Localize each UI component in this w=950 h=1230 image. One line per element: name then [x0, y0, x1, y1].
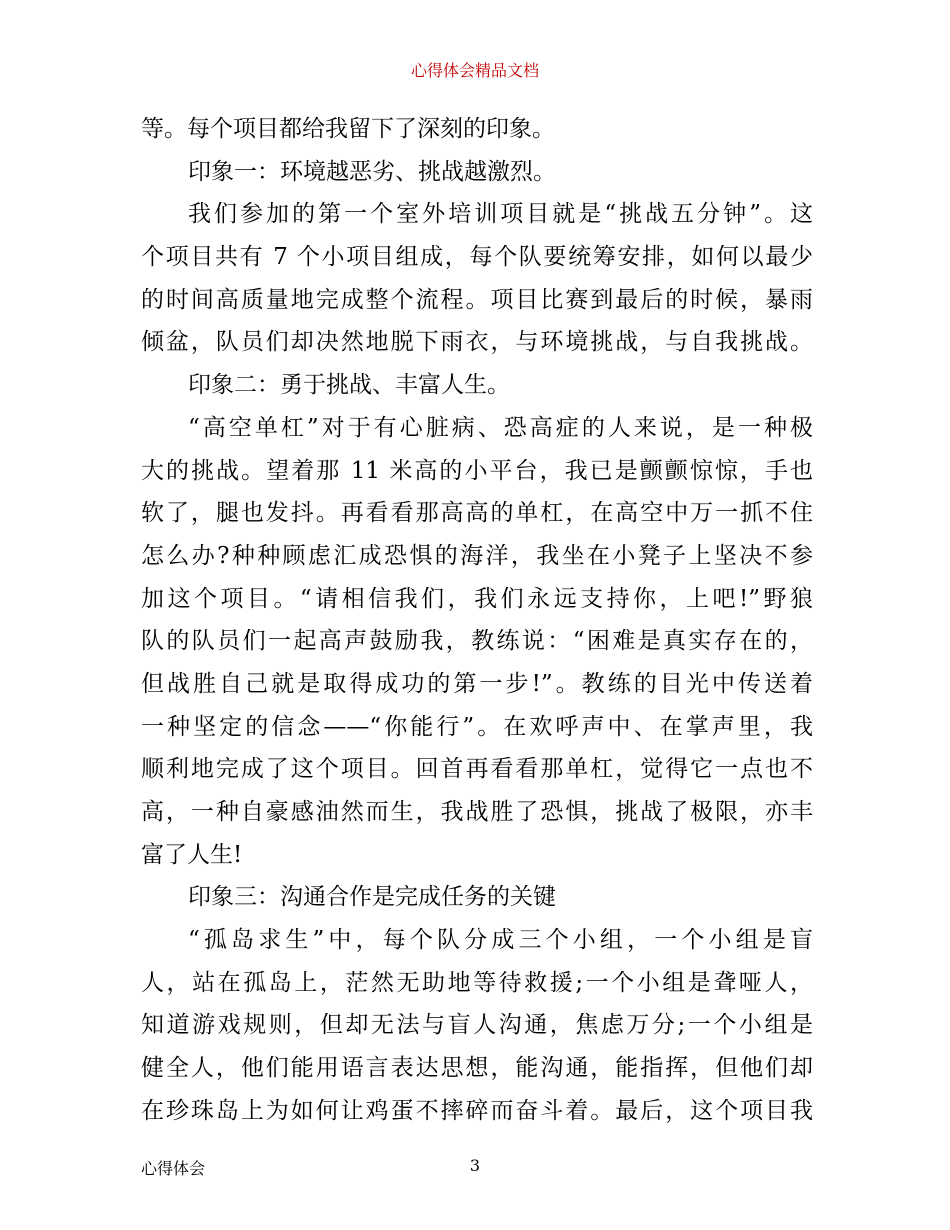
text-line: 大的挑战。望着那 11 米高的小平台，我已是颤颤惊惊，手也 [141, 457, 813, 484]
page-number: 3 [469, 1156, 481, 1175]
document-header: 心得体会精品文档 [410, 61, 539, 80]
text-line: 人，站在孤岛上，茫然无助地等待救援;一个小组是聋哑人， [141, 969, 813, 996]
text-line: 倾盆，队员们却决然地脱下雨衣，与环境挑战，与自我挑战。 [141, 329, 813, 356]
text-line: “孤岛求生”中，每个队分成三个小组，一个小组是盲 [188, 927, 813, 954]
text-line: 印象一：环境越恶劣、挑战越激烈。 [188, 158, 556, 185]
text-line: 加这个项目。“请相信我们，我们永远支持你，上吧!”野狼 [141, 585, 813, 612]
text-line: 富了人生! [141, 841, 243, 868]
text-line: 顺利地完成了这个项目。回首再看看那单杠，觉得它一点也不 [141, 756, 813, 783]
document-footer-label: 心得体会 [141, 1159, 206, 1178]
text-line: 印象三：沟通合作是完成任务的关键 [188, 884, 556, 911]
text-line: 个项目共有 7 个小项目组成，每个队要统筹安排，如何以最少 [141, 244, 813, 271]
text-line: 高，一种自豪感油然而生，我战胜了恐惧，挑战了极限，亦丰 [141, 799, 813, 825]
document-body [141, 108, 813, 1133]
text-line: 等。每个项目都给我留下了深刻的印象。 [141, 116, 555, 142]
text-line: 在珍珠岛上为如何让鸡蛋不摔碎而奋斗着。最后，这个项目我 [141, 1097, 813, 1124]
text-line: 的时间高质量地完成整个流程。项目比赛到最后的时候，暴雨 [141, 286, 813, 313]
text-line: 软了，腿也发抖。再看看那高高的单杠，在高空中万一抓不住 [141, 500, 813, 527]
text-line: 怎么办?种种顾虑汇成恐惧的海洋，我坐在小凳子上坚决不参 [141, 542, 813, 569]
text-line: 但战胜自己就是取得成功的第一步!”。教练的目光中传送着 [141, 670, 813, 697]
text-line: 健全人，他们能用语言表达思想，能沟通，能指挥，但他们却 [141, 1055, 813, 1082]
text-line: 印象二：勇于挑战、丰富人生。 [188, 372, 510, 399]
text-line: “高空单杠”对于有心脏病、恐高症的人来说，是一种极 [188, 414, 813, 441]
text-line: 知道游戏规则，但却无法与盲人沟通，焦虑万分;一个小组是 [141, 1012, 813, 1039]
text-line: 我们参加的第一个室外培训项目就是“挑战五分钟”。这 [188, 201, 813, 228]
text-line: 一种坚定的信念——“你能行”。在欢呼声中、在掌声里，我 [141, 713, 813, 740]
text-line: 队的队员们一起高声鼓励我，教练说：“困难是真实存在的， [141, 628, 813, 655]
